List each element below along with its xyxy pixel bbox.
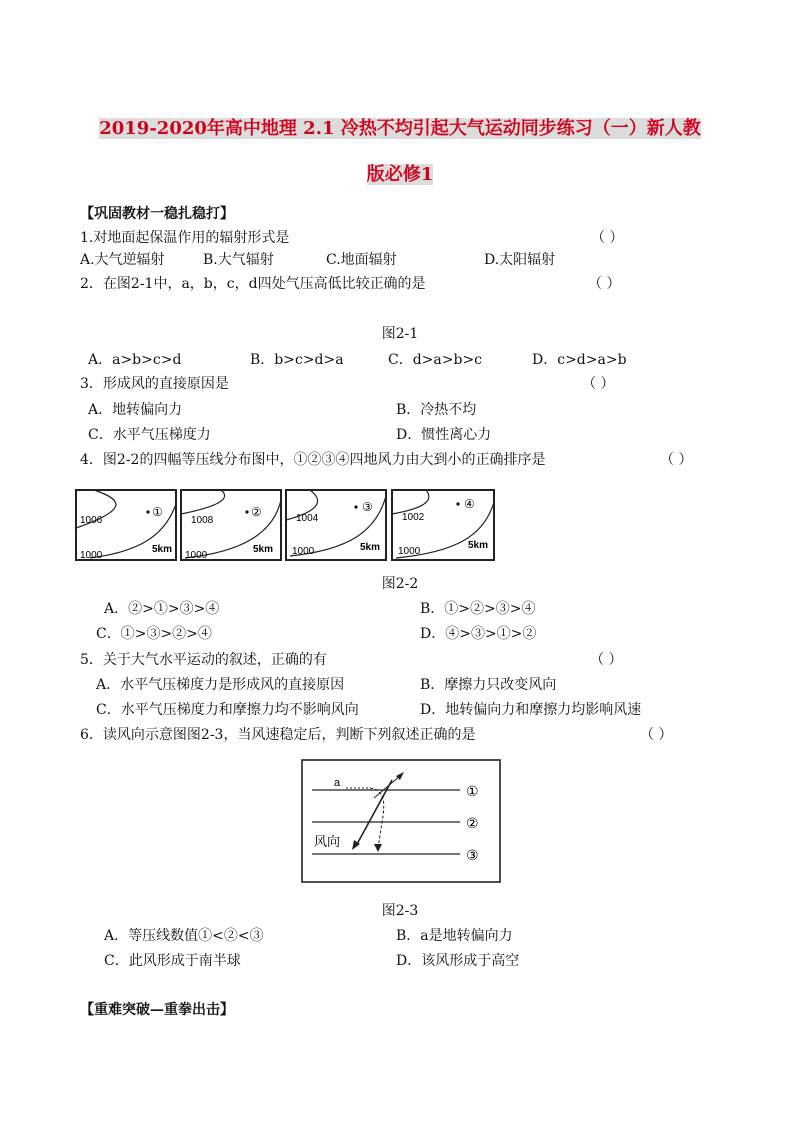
question-2-option-b[interactable]: B．b>c>d>a (250, 352, 344, 368)
isobar-label-1: ① (466, 783, 479, 799)
question-3-option-d[interactable]: D．惯性离心力 (396, 427, 492, 443)
scale-label-4: 5km (468, 540, 489, 551)
question-3-option-a[interactable]: A．地转偏向力 (88, 402, 183, 418)
section-heading-breakthrough: 【重难突破—重拳出击】 (80, 1002, 234, 1018)
question-1-option-c[interactable]: C.地面辐射 (326, 252, 397, 268)
force-a-label: a (334, 777, 341, 789)
question-2-option-d[interactable]: D．c>d>a>b (532, 352, 627, 368)
question-3-option-b[interactable]: B．冷热不均 (396, 402, 477, 418)
question-4-bracket[interactable]: （ ） (660, 452, 693, 468)
isobar-panel-1 (76, 490, 176, 561)
question-6-option-b[interactable]: B．a是地转偏向力 (396, 928, 513, 944)
figure-2-3-caption: 图2-3 (381, 903, 419, 919)
isobar-label-2: ② (466, 815, 479, 831)
question-2-text: 2．在图2-1中，a，b，c，d四处气压高低比较正确的是 (80, 276, 426, 292)
question-6-option-a[interactable]: A．等压线数值①<②<③ (104, 928, 264, 944)
question-1-option-a[interactable]: A.大气逆辐射 (80, 252, 165, 268)
question-4-text: 4．图2-2的四幅等压线分布图中，①②③④四地风力由大到小的正确排序是 (80, 452, 546, 468)
section-heading-consolidate: 【巩固教材一稳扎稳打】 (80, 206, 234, 222)
question-4-option-b[interactable]: B．①>②>③>④ (420, 601, 536, 617)
page-title-line2: 版必修1 (366, 164, 434, 185)
question-6-text: 6．读风向示意图图2-3，当风速稳定后，判断下列叙述正确的是 (80, 727, 476, 743)
scale-label-3: 5km (360, 542, 381, 553)
question-2-option-c[interactable]: C．d>a>b>c (388, 352, 483, 368)
question-3-text: 3．形成风的直接原因是 (80, 376, 229, 392)
isobar-panel-2 (181, 490, 281, 561)
isobar-outer-label-4: 1002 (402, 512, 425, 523)
site-mark-4: ④ (464, 497, 475, 511)
question-4-option-a[interactable]: A．②>①>③>④ (104, 601, 220, 617)
question-2-option-a[interactable]: A．a>b>c>d (88, 352, 182, 368)
question-5-option-b[interactable]: B．摩擦力只改变风向 (420, 677, 557, 693)
figure-2-2 (74, 488, 504, 568)
question-4-option-c[interactable]: C．①>③>②>④ (96, 626, 212, 642)
page-title: 2019-2020年高中地理 2.1 冷热不均引起大气运动同步练习（一）新人教 (99, 118, 701, 139)
isobar-outer-label-2: 1008 (191, 515, 214, 526)
question-4-option-d[interactable]: D．④>③>①>② (420, 626, 537, 642)
question-1-text: 1.对地面起保温作用的辐射形式是 (80, 230, 290, 246)
isobar-inner-label-3: 1000 (292, 546, 315, 557)
question-6-option-d[interactable]: D．该风形成于高空 (396, 953, 520, 969)
question-5-option-a[interactable]: A．水平气压梯度力是形成风的直接原因 (96, 677, 345, 693)
question-3-bracket[interactable]: （ ） (582, 376, 615, 392)
figure-2-2-caption: 图2-2 (381, 576, 419, 592)
question-1-option-b[interactable]: B.大气辐射 (203, 252, 274, 268)
isobar-outer-label-3: 1004 (296, 513, 319, 524)
question-5-text: 5．关于大气水平运动的叙述，正确的有 (80, 652, 327, 668)
site-mark-3: ③ (362, 500, 373, 514)
isobar-inner-label-1: 1000 (80, 550, 103, 561)
isobar-outer-label-1: 1006 (80, 515, 103, 526)
question-3-option-c[interactable]: C．水平气压梯度力 (88, 427, 211, 443)
question-6-option-c[interactable]: C．此风形成于南半球 (104, 953, 241, 969)
isobar-panel-4 (392, 490, 494, 560)
question-1-option-d[interactable]: D.太阳辐射 (484, 252, 556, 268)
isobar-inner-label-2: 1000 (185, 550, 208, 561)
scale-label-2: 5km (253, 544, 274, 555)
figure-2-1-caption: 图2-1 (381, 326, 419, 342)
scale-label-1: 5km (152, 544, 173, 555)
question-2-bracket[interactable]: （ ） (588, 276, 621, 292)
question-5-bracket[interactable]: （ ） (590, 652, 623, 668)
isobar-inner-label-4: 1000 (398, 546, 421, 557)
figure-2-3 (300, 758, 504, 886)
isobar-label-3: ③ (466, 847, 479, 863)
isobar-panel-3 (286, 490, 386, 560)
wind-direction-label: 风向 (314, 834, 341, 849)
question-5-option-c[interactable]: C．水平气压梯度力和摩擦力均不影响风向 (96, 702, 359, 718)
site-mark-1: ① (152, 505, 163, 519)
question-1-bracket[interactable]: （ ） (591, 230, 624, 246)
question-5-option-d[interactable]: D．地转偏向力和摩擦力均影响风速 (420, 702, 642, 718)
site-mark-2: ② (251, 505, 262, 519)
question-6-bracket[interactable]: （ ） (640, 727, 673, 743)
